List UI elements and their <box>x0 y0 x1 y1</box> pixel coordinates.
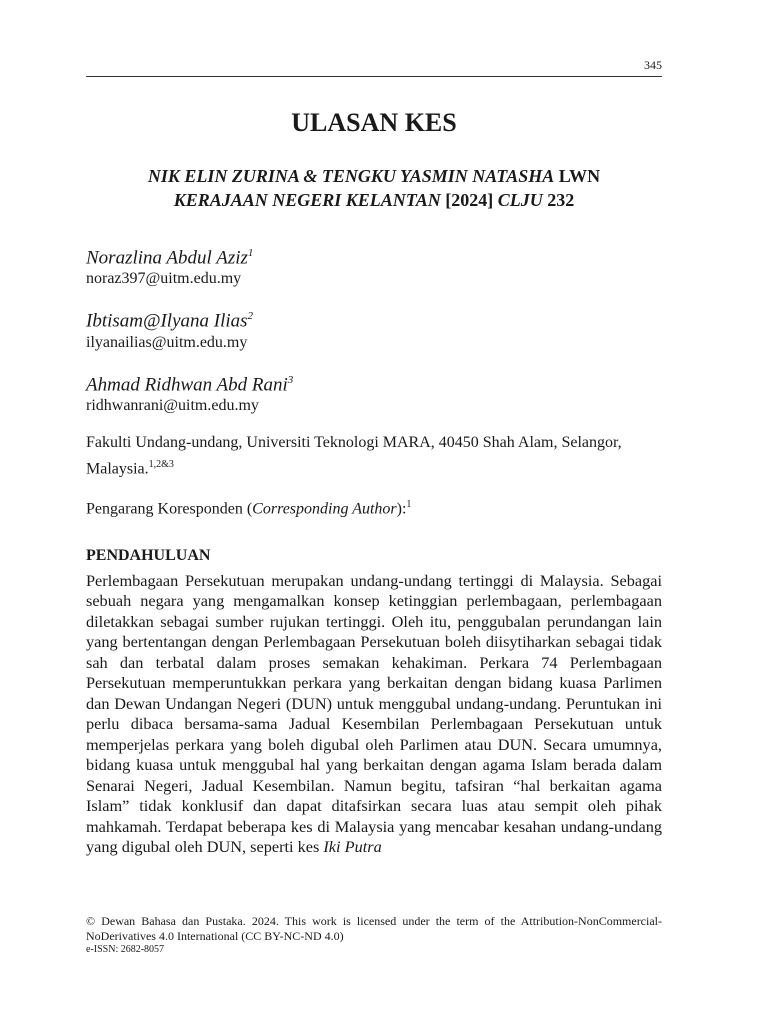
author-entry <box>86 369 662 416</box>
case-versus: LWN <box>554 166 601 186</box>
author-name: Ibtisam@Ilyana Ilias$^2$ <box>86 310 254 332</box>
case-title <box>86 164 662 212</box>
body-paragraph: Perlembagaan Persekutuan merupakan undang-undang tertinggi di Malaysia. Sebagai sebuah negara yang mengamalkan konsep ketinggian perlembagaan, perlembagaan diletakkan sebagai sumber rujukan tertinggi. Oleh itu, penggubalan perundangan lain yang bertentangan dengan Perlembagaan Persekutuan boleh diisytiharkan sebagai tidak sah dan terbatal dalam proses semakan kehakiman. Perkara 74 Perlembagaan Persekutuan memperuntukkan perkara yang berkaitan dengan bidang kuasa Parlimen dan Dewan Undangan Negeri (DUN) untuk menggubal undang-undang. Peruntukan ini perlu dibaca bersama-sama Jadual Kesembilan Perlembagaan Persekutuan untuk memperjelas perkara yang boleh digubal oleh Parlimen atau DUN. Secara umumnya, bidang kuasa untuk menggubal hal yang berkaitan dengan agama Islam berada dalam Senarai Negeri, Jadual Kesembilan. Namun begitu, tafsiran “hal berkaitan agama Islam” tidak konklusif dan dapat ditafsirkan secara luas atau sempit oleh pihak mahkamah. Terdapat beberapa kes di Malaysia yang mencabar kesahan undang-undang yang digubal oleh DUN, seperti kes Iki Putra <box>86 570 662 857</box>
issn: e-ISSN: 2682-8057 <box>86 944 165 955</box>
case-reporter: CLJU <box>497 190 543 210</box>
author-list <box>86 242 662 416</box>
author-email[interactable]: ridhwanrani@uitm.edu.my <box>86 396 259 414</box>
author-name: Norazlina Abdul Aziz$^1$ <box>86 247 254 269</box>
author-entry <box>86 242 662 289</box>
case-page: 232 <box>542 190 575 210</box>
affiliation: Fakulti Undang-undang, Universiti Teknologi MARA, 40450 Shah Alam, Selangor, Malaysia.$^{1,2\&3}$ <box>86 433 622 478</box>
page-number: 345 <box>644 58 662 72</box>
case-respondent: KERAJAAN NEGERI KELANTAN <box>173 190 441 210</box>
corresponding-author: Pengarang Koresponden (Corresponding Author):$^1$ <box>86 499 412 518</box>
author-email[interactable]: noraz397@uitm.edu.my <box>86 270 242 288</box>
author-email[interactable]: ilyanailias@uitm.edu.my <box>86 333 248 351</box>
license-text: © Dewan Bahasa dan Pustaka. 2024. This work is licensed under the term of the Attribution-NonCommercial-NoDerivatives 4.0 International (CC BY-NC-ND 4.0) <box>86 914 662 943</box>
author-entry <box>86 305 662 352</box>
section-heading: PENDAHULUAN <box>86 546 211 564</box>
article-content <box>86 106 662 901</box>
case-parties: NIK ELIN ZURINA & TENGKU YASMIN NATASHA <box>147 166 555 186</box>
case-year: [2024] <box>440 190 498 210</box>
author-name: Ahmad Ridhwan Abd Rani$^3$ <box>86 373 294 395</box>
page-title: ULASAN KES <box>291 108 457 137</box>
header-rule <box>86 76 662 77</box>
license-footer <box>86 914 662 956</box>
